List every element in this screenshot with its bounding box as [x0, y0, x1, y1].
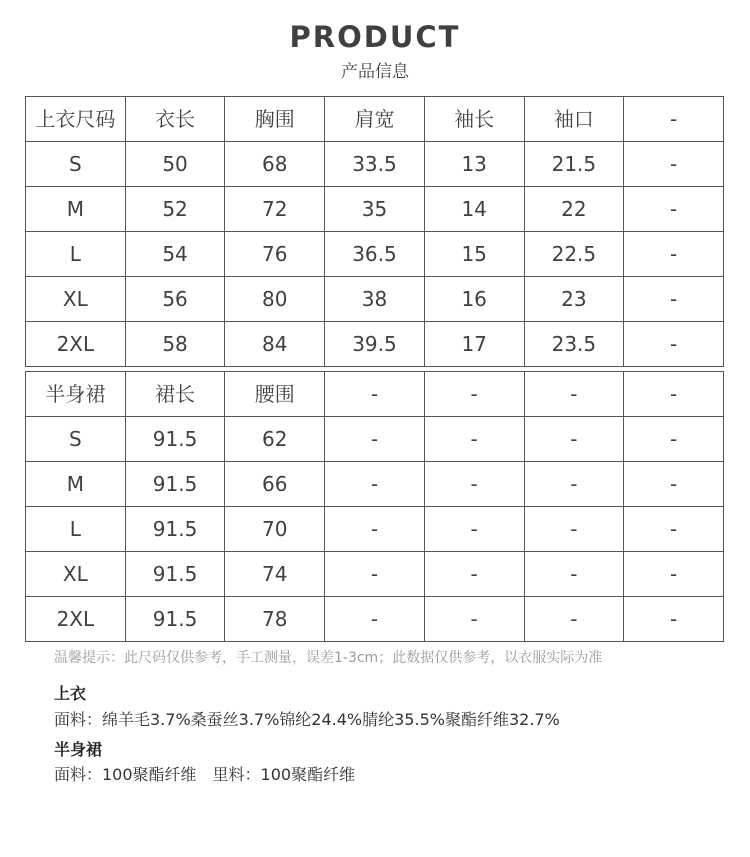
table-cell: - — [424, 597, 524, 642]
table-header-cell: 半身裙 — [26, 372, 126, 417]
table-cell: - — [424, 462, 524, 507]
table-cell: 21.5 — [524, 142, 624, 187]
table-header-cell: - — [624, 372, 724, 417]
table-cell: - — [624, 277, 724, 322]
table-cell: 39.5 — [325, 322, 425, 367]
table-header-cell: - — [325, 372, 425, 417]
table-cell: - — [524, 597, 624, 642]
table-cell: - — [524, 552, 624, 597]
table-header-cell: 裙长 — [125, 372, 225, 417]
table-cell: 14 — [424, 187, 524, 232]
table-header-cell: 肩宽 — [325, 97, 425, 142]
table-header-cell: 上衣尺码 — [26, 97, 126, 142]
table-cell: 84 — [225, 322, 325, 367]
table-cell: 58 — [125, 322, 225, 367]
measurement-note: 温馨提示：此尺码仅供参考，手工测量，误差1-3cm；此数据仅供参考，以衣服实际为准 — [54, 650, 603, 666]
table-cell: L — [26, 232, 126, 277]
table-cell: - — [424, 417, 524, 462]
table-row — [26, 507, 724, 552]
table-cell: - — [624, 597, 724, 642]
table-cell: - — [424, 552, 524, 597]
table-row — [26, 232, 724, 277]
table-cell: 78 — [225, 597, 325, 642]
table-cell: S — [26, 417, 126, 462]
table-cell: 91.5 — [125, 507, 225, 552]
table-cell: 38 — [325, 277, 425, 322]
table-cell: S — [26, 142, 126, 187]
table-cell: 91.5 — [125, 417, 225, 462]
table-cell: - — [524, 417, 624, 462]
table-cell: - — [624, 322, 724, 367]
top-fabric-text: 面料：绵羊毛3.7%桑蚕丝3.7%锦纶24.4%腈纶35.5%聚酯纤维32.7% — [54, 710, 560, 729]
table-cell: - — [325, 462, 425, 507]
table-cell: M — [26, 187, 126, 232]
table-cell: - — [524, 507, 624, 552]
top-size-table — [25, 96, 724, 367]
skirt-fabric-text: 面料：100聚酯纤维 里料：100聚酯纤维 — [54, 765, 356, 784]
table-cell: 68 — [225, 142, 325, 187]
table-cell: M — [26, 462, 126, 507]
table-cell: 17 — [424, 322, 524, 367]
table-cell: - — [325, 552, 425, 597]
table-cell: - — [624, 507, 724, 552]
table-row — [26, 417, 724, 462]
table-cell: 70 — [225, 507, 325, 552]
table-cell: 23 — [524, 277, 624, 322]
table-cell: 74 — [225, 552, 325, 597]
table-cell: 76 — [225, 232, 325, 277]
table-cell: 35 — [325, 187, 425, 232]
skirt-size-table — [25, 371, 724, 642]
table-cell: - — [624, 187, 724, 232]
table-header-cell: 衣长 — [125, 97, 225, 142]
table-row — [26, 462, 724, 507]
table-cell: L — [26, 507, 126, 552]
table-cell: 33.5 — [325, 142, 425, 187]
table-header-row — [26, 372, 724, 417]
table-header-cell: - — [624, 97, 724, 142]
table-cell: 13 — [424, 142, 524, 187]
table-cell: - — [624, 552, 724, 597]
table-cell: - — [325, 417, 425, 462]
table-row — [26, 187, 724, 232]
table-cell: 2XL — [26, 322, 126, 367]
table-cell: 66 — [225, 462, 325, 507]
table-cell: 22.5 — [524, 232, 624, 277]
table-row — [26, 597, 724, 642]
skirt-section-title: 半身裙 — [54, 740, 103, 759]
table-cell: XL — [26, 552, 126, 597]
table-cell: 91.5 — [125, 552, 225, 597]
table-cell: 16 — [424, 277, 524, 322]
table-cell: - — [524, 462, 624, 507]
table-cell: - — [424, 507, 524, 552]
table-cell: 91.5 — [125, 462, 225, 507]
table-row — [26, 277, 724, 322]
table-cell: 80 — [225, 277, 325, 322]
table-cell: 72 — [225, 187, 325, 232]
table-cell: 62 — [225, 417, 325, 462]
table-header-cell: 袖口 — [524, 97, 624, 142]
top-section-title: 上衣 — [54, 684, 87, 703]
table-cell: 23.5 — [524, 322, 624, 367]
table-cell: - — [325, 507, 425, 552]
page-title: PRODUCT — [289, 20, 461, 54]
table-cell: 52 — [125, 187, 225, 232]
table-cell: - — [624, 232, 724, 277]
table-row — [26, 142, 724, 187]
table-cell: 2XL — [26, 597, 126, 642]
table-row — [26, 322, 724, 367]
table-cell: 36.5 — [325, 232, 425, 277]
table-cell: 54 — [125, 232, 225, 277]
table-cell: 15 — [424, 232, 524, 277]
table-cell: 56 — [125, 277, 225, 322]
table-cell: 22 — [524, 187, 624, 232]
table-cell: - — [325, 597, 425, 642]
table-cell: 91.5 — [125, 597, 225, 642]
table-header-cell: 胸围 — [225, 97, 325, 142]
page-subtitle: 产品信息 — [341, 62, 409, 82]
table-header-row — [26, 97, 724, 142]
table-cell: 50 — [125, 142, 225, 187]
table-cell: - — [624, 462, 724, 507]
table-cell: - — [624, 417, 724, 462]
table-header-cell: 腰围 — [225, 372, 325, 417]
table-header-cell: - — [524, 372, 624, 417]
table-cell: - — [624, 142, 724, 187]
table-header-cell: 袖长 — [424, 97, 524, 142]
table-cell: XL — [26, 277, 126, 322]
table-header-cell: - — [424, 372, 524, 417]
table-row — [26, 552, 724, 597]
